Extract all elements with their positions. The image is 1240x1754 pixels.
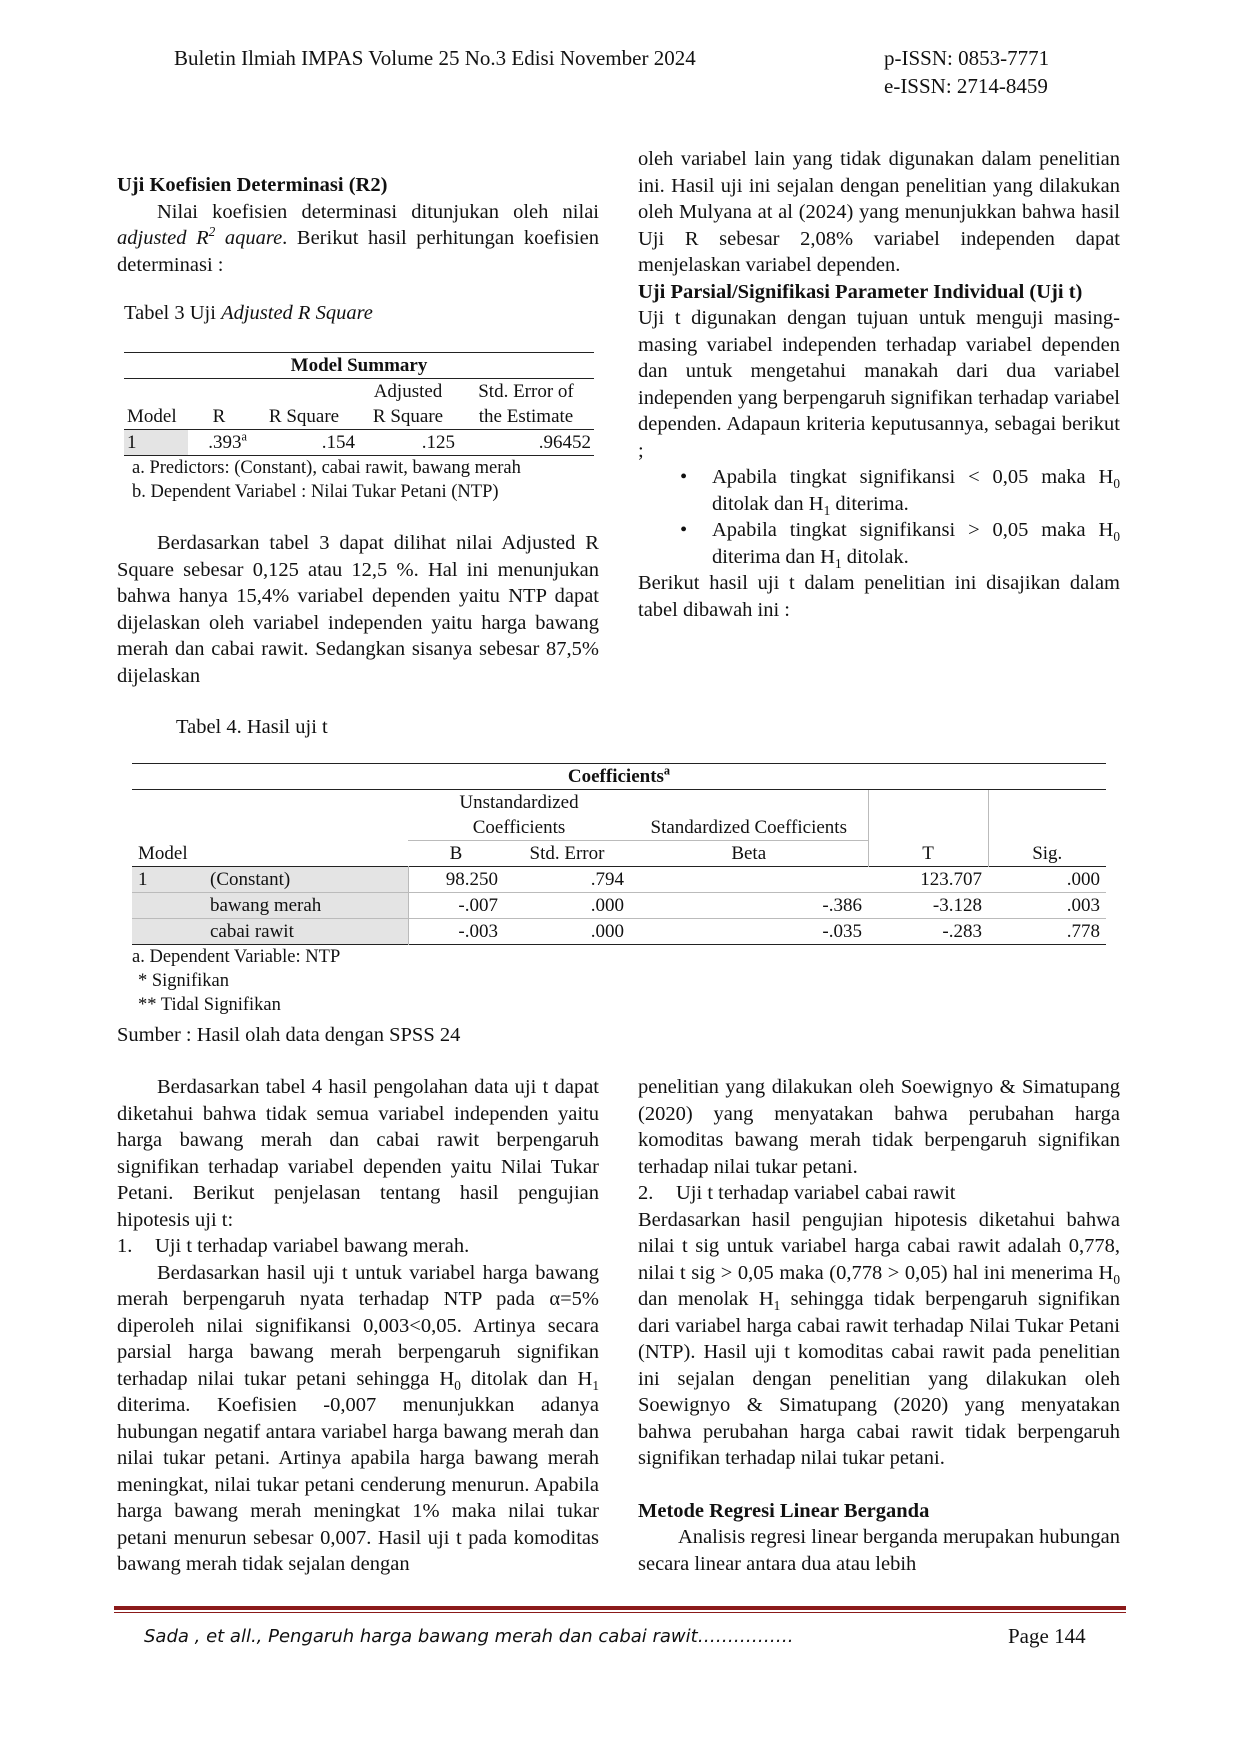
p-issn: p-ISSN: 0853-7771: [884, 46, 1050, 70]
left-column-bottom: [117, 1074, 599, 1578]
paragraph-cabai-rawit: Berdasarkan hasil pengujian hipotesis diketahui bahwa nilai t sig untuk variabel harga cabai rawit adalah 0,778, nilai t sig > 0,05 maka (0,778 > 0,05) hal ini menerima $H_0$ dan menolak $H_1$ sehingga tidak berpengaruh signifikan dari variabel harga cabai rawit terhadap Nilai Tukar Petani (NTP). Hasil uji t komoditas cabai rawit pada penelitian ini sejalan dengan penelitian yang dilakukan oleh Soewignyo & Simatupang (2020) yang menyatakan bahwa perubahan harga cabai rawit tidak berpengaruh signifikan terhadap nilai tukar petani.: [638, 1208, 1120, 1469]
coefficients-note-not-significant: ** Tidal Signifikan: [138, 995, 281, 1015]
paragraph-soewignyo: penelitian yang dilakukan oleh Soewignyo & Simatupang (2020) yang menyatakan bahwa perubahan harga komoditas bawang merah tidak berpengaruh signifikan terhadap nilai tukar petani.: [638, 1076, 1120, 1178]
header-standardized: Standardized Coefficients: [650, 817, 847, 838]
criteria-item: • Apabila tingkat signifikansi > 0,05 maka $H_0$ diterima dan $H_1$ ditolak.: [638, 517, 1120, 570]
list-item: 2. Uji t terhadap variabel cabai rawit: [638, 1182, 956, 1204]
row-beta: -.035: [822, 921, 862, 942]
paragraph-table-intro: Berikut hasil uji t dalam penelitian ini disajikan dalam tabel dibawah ini :: [638, 572, 1120, 621]
table3-caption: Tabel 3 Uji Adjusted R Square: [124, 302, 373, 324]
section-heading-regresi: Metode Regresi Linear Berganda: [638, 1499, 930, 1522]
footer-rule-thin: [114, 1612, 1126, 1613]
header-coefficients: Coefficients: [472, 817, 566, 838]
left-column-top: [117, 172, 599, 278]
header-adjusted: Adjusted: [373, 381, 443, 402]
row-beta: -.386: [822, 895, 862, 916]
row-sig: .000: [1066, 869, 1100, 890]
table-row: [132, 919, 1106, 945]
header-r: R: [212, 406, 226, 427]
criteria-item: • Apabila tingkat signifikansi < 0,05 maka $H_0$ ditolak dan $H_1$ diterima.: [638, 464, 1120, 517]
row-r: .393$^a$: [208, 429, 247, 453]
row-sig: .003: [1066, 895, 1100, 916]
header-sig: Sig.: [988, 790, 1106, 867]
paragraph-table4-results: Berdasarkan tabel 4 hasil pengolahan data uji t dapat diketahui bahwa tidak semua variabel independen yaitu harga bawang merah dan cabai rawit berpengaruh signifikan terhadap variabel dependen yaitu Nilai Tukar Petani. Berikut penjelasan tentang hasil pengujian hipotesis uji t:: [117, 1076, 599, 1231]
paragraph-r2-intro: Nilai koefisien determinasi ditunjukan oleh nilai adjusted $R^2$ aquare. Berikut hasil perhitungan koefisien determinasi :: [117, 200, 599, 276]
right-column-top: [638, 146, 1120, 623]
model-summary-table: [124, 352, 594, 504]
row-model: 1: [132, 867, 204, 893]
row-r-square: .154: [321, 432, 355, 453]
row-adjusted: .125: [421, 432, 455, 453]
paragraph-regresi: Analisis regresi linear berganda merupakan hubungan secara linear antara dua atau lebih: [638, 1526, 1120, 1575]
row-t: 123.707: [920, 869, 982, 890]
left-paragraph-2: Berdasarkan tabel 3 dapat dilihat nilai Adjusted R Square sebesar 0,125 atau 12,5 %. Hal ini menunjukan bahwa hanya 15,4% variabel dependen yaitu NTP dapat dijelaskan oleh variabel independen yaitu harga bawang merah dan cabai rawit. Sedangkan sisanya sebesar 87,5% dijelaskan: [117, 532, 599, 687]
e-issn: e-ISSN: 2714-8459: [884, 74, 1048, 98]
criteria-list: [638, 464, 1120, 570]
row-model: [132, 893, 204, 919]
row-t: -.283: [942, 921, 982, 942]
header-adjusted-2: R Square: [372, 406, 444, 427]
row-name: cabai rawit: [204, 919, 408, 945]
header-std-error: Std. Error of: [478, 381, 574, 402]
journal-title: Buletin Ilmiah IMPAS Volume 25 No.3 Edisi November 2024: [174, 46, 696, 70]
paragraph-uji-t: Uji t digunakan dengan tujuan untuk menguji masing-masing variabel independen terhadap variabel dependen dan untuk mengetahui manakah dari dua variabel independen yang berpengaruh signifikan terhadap variabel dependen. Adapaun kriteria keputusannya, sebagai berikut ;: [638, 307, 1120, 462]
row-se: .000: [590, 895, 624, 916]
footer-citation: Sada , et all., Pengaruh harga bawang merah dan cabai rawit…………….: [144, 1626, 794, 1647]
table-row: [132, 893, 1106, 919]
model-summary-title: Model Summary: [290, 355, 428, 376]
row-b: -.007: [408, 893, 504, 919]
section-heading-uji-t: Uji Parsial/Signifikasi Parameter Individual (Uji t): [638, 280, 1083, 303]
list-item: 1. Uji t terhadap variabel bawang merah.: [117, 1235, 470, 1257]
row-std-error: .96452: [538, 432, 591, 453]
section-heading-r2: Uji Koefisien Determinasi (R2): [117, 174, 388, 196]
header-model: Model: [138, 843, 188, 864]
row-sig: .778: [1066, 921, 1100, 942]
table-row: [132, 867, 1106, 893]
header-b: B: [408, 841, 504, 867]
right-column-bottom: [638, 1074, 1120, 1577]
model-summary-note-a: a. Predictors: (Constant), cabai rawit, bawang merah: [132, 458, 521, 478]
header-estimate: the Estimate: [478, 406, 574, 427]
row-name: (Constant): [204, 867, 408, 893]
coefficients-note-a: a. Dependent Variable: NTP: [132, 947, 341, 967]
header-beta: Beta: [630, 841, 868, 867]
row-se: .794: [590, 869, 624, 890]
coefficients-title: Coefficients$^a$: [132, 764, 1106, 790]
header-unstandardized: Unstandardized: [459, 792, 579, 813]
row-name: bawang merah: [204, 893, 408, 919]
page-number: Page 144: [1008, 1624, 1086, 1648]
header-model: Model: [127, 406, 177, 427]
row-t: -3.128: [932, 895, 982, 916]
table4-caption: Tabel 4. Hasil uji t: [176, 716, 328, 738]
header-t: T: [868, 790, 988, 867]
coefficients-note-significant: * Signifikan: [138, 971, 229, 991]
table-source: Sumber : Hasil olah data dengan SPSS 24: [117, 1024, 461, 1046]
header-r-square: R Square: [268, 406, 340, 427]
footer-rule: [114, 1606, 1126, 1610]
row-b: 98.250: [408, 867, 504, 893]
row-se: .000: [590, 921, 624, 942]
coefficients-table: [132, 763, 1106, 1017]
row-model: [132, 919, 204, 945]
row-model: 1: [124, 430, 188, 456]
header-std-error: Std. Error: [504, 841, 630, 867]
paragraph-other-variables: oleh variabel lain yang tidak digunakan dalam penelitian ini. Hasil uji ini sejalan dengan penelitian yang dilakukan oleh Mulyana at al (2024) yang menunjukkan bahwa hasil Uji R sebesar 2,08% variabel independen dapat menjelaskan variabel dependen.: [638, 148, 1120, 276]
model-summary-note-b: b. Dependent Variabel : Nilai Tukar Petani (NTP): [132, 482, 499, 502]
row-b: -.003: [408, 919, 504, 945]
row-beta: [630, 867, 868, 893]
paragraph-bawang-merah: Berdasarkan hasil uji t untuk variabel harga bawang merah berpengaruh nyata terhadap NTP pada α=5% diperoleh nilai signifikansi 0,003<0,05. Artinya secara parsial harga bawang merah berpengaruh signifikan terhadap nilai tukar petani sehingga $H_0$ ditolak dan $H_1$ diterima. Koefisien -0,007 menunjukkan adanya hubungan negatif antara variabel harga bawang merah dan nilai tukar petani. Artinya apabila harga bawang merah meningkat, nilai tukar petani cenderung menurun. Apabila harga bawang merah meningkat 1% maka nilai tukar petani menurun sebesar 0,007. Hasil uji t pada komoditas bawang merah tidak sejalan dengan: [117, 1261, 600, 1575]
